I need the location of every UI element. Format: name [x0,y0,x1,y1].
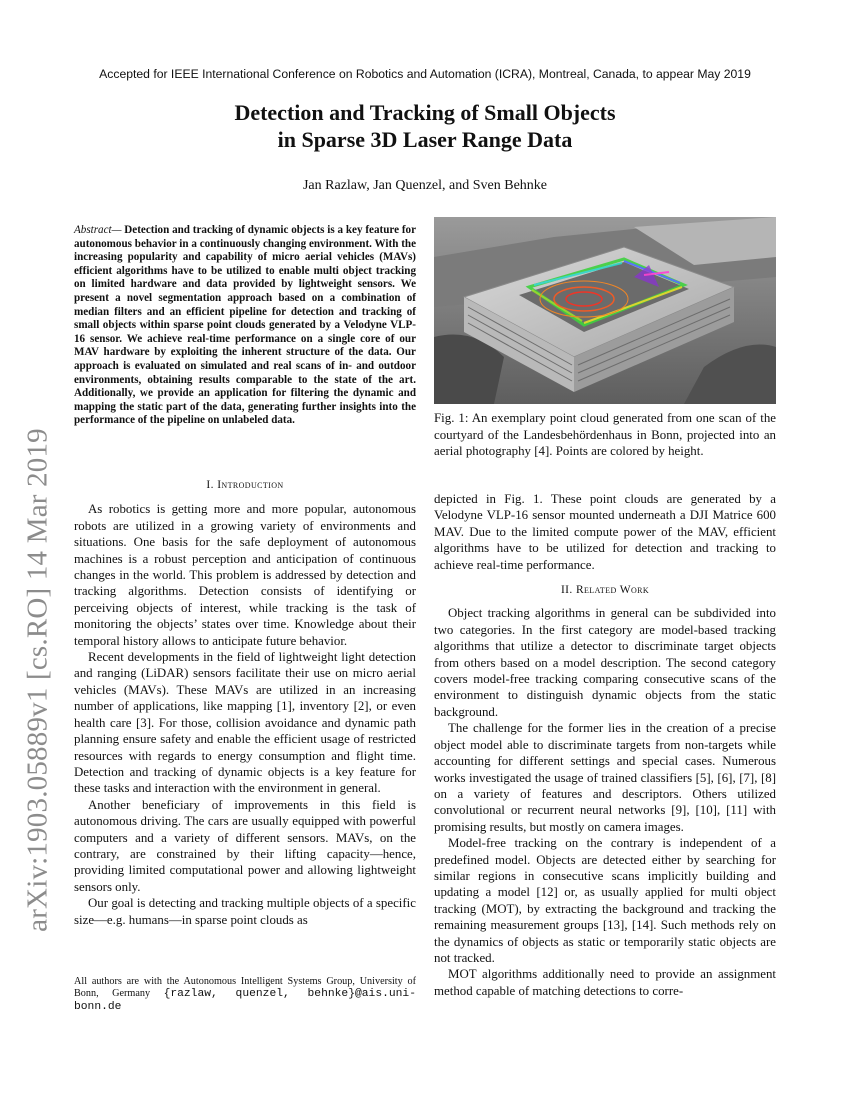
abstract-body: Detection and tracking of dynamic objects is a key feature for autonomous behavior in a continuously changing environment. With the increasing popularity and capability of micro aerial vehicles (MAVs) efficient algorithms have to be utilized to enable multi object tracking on limited hardware and data provided by lightweight sensors. We present a novel segmentation approach based on a combination of median filters and an efficient pipeline for detection and tracking of small objects within sparse point clouds generated by a Velodyne VLP-16 sensor. We achieve real-time performance on a single core of our MAV hardware by exploiting the inherent structure of the data. Our approach is evaluated on simulated and real scans of in- and outdoor environments, obtaining results comparable to the state of the art. Additionally, we provide an application for filtering the dynamic and mapping the static part of the data, generating further insights into the performance of the pipeline on unlabeled data. [74,224,416,427]
section-title: Introduction [217,479,284,491]
abstract-dash: — [111,224,125,236]
footnote-emails: {razlaw, quenzel, behnke}@ais.uni-bonn.de [74,988,416,1013]
abstract-lead: Abstract [74,224,112,236]
paragraph: The challenge for the former lies in the creation of a precise object model able to discriminate targets from non-targets while accounting for different settings and special cases. Numerous works investigated the usage of trained classifiers [5], [6], [7], [8] on a variety of features and descriptors. Others utilized convolutional or recurrent neural networks [9], [10], [11] with promising results, but mostly on camera images. [434,721,776,834]
section-number: I. [206,479,218,491]
paragraph: Our goal is detecting and tracking multiple objects of a specific size—e.g. humans—in sparse point clouds as [74,896,416,927]
title-line-1: Detection and Tracking of Small Objects [234,100,616,125]
paragraph: Model-free tracking on the contrary is independent of a predefined model. Objects are detected either by searching for similar regions in consecutive scans implicitly building and updating a model [12] or, as usually applied for multi object tracking (MOT), by extracting the background and tracking the remaining measurement groups [13], [14]. Such methods rely on the dynamics of objects as static or temporarily static objects are not tracked. [434,836,776,965]
aerial-photo-illustration [434,217,776,404]
section-heading-related-work [434,582,776,598]
paper-title [0,99,850,153]
section-heading-introduction [74,477,416,493]
author-affiliation-footnote [74,976,416,1013]
author-list: Jan Razlaw, Jan Quenzel, and Sven Behnke [302,178,547,193]
paragraph: As robotics is getting more and more popular, autonomous robots are utilized in a growing variety of environments and situations. One basis for the safe deployment of autonomous machines is a robust perception and anticipation of continuous changes in the world. This problem is addressed by detection and tracking algorithms. Detection consists of identifying or perceiving objects of interest, while tracking is the task of monitoring the objects’ states over time. Knowledge about their temporal history allows to anticipate future behavior. [74,502,416,648]
introduction-section [74,477,416,928]
figure-1-image [434,217,776,404]
conference-note: Accepted for IEEE International Conference on Robotics and Automation (ICRA), Montreal, Canada, to appear May 2019 [99,67,751,81]
footnote-text: All authors are with the Autonomous Intelligent Systems Group, University of Bonn, Germany [74,976,416,1000]
paragraph: Recent developments in the field of lightweight light detection and ranging (LiDAR) sensors facilitate their use on micro aerial vehicles (MAVs). These MAVs are utilized in an increasing number of applications, like mapping [1], inventory [2], or even health care [3]. For those, collision avoidance and dynamic path planning ensure safety and enable the efficient usage of restricted resources with regards to energy consumption and flight time. Detection and tracking of dynamic objects is a key feature for these tasks and interaction with the environment in general. [74,650,416,796]
title-line-2: in Sparse 3D Laser Range Data [277,127,573,152]
intro-continuation: depicted in Fig. 1. These point clouds are generated by a Velodyne VLP-16 sensor mounted underneath a DJI Matrice 600 MAV. Due to the limited compute power of the MAV, efficient algorithms have to be utilized for detection and tracking to achieve real-time performance. [434,492,776,572]
arxiv-stamp-text: arXiv:1903.05889v1 [cs.RO] 14 Mar 2019 [21,428,54,932]
section-title: Related Work [575,584,650,597]
paragraph: MOT algorithms additionally need to provide an assignment method capable of matching detections to corre- [434,967,776,998]
section-number: II. [560,584,576,597]
right-column-body [434,491,776,999]
figure-1-caption: Fig. 1: An exemplary point cloud generated from one scan of the courtyard of the Landesbehördenhaus in Bonn, projected into an aerial photography [4]. Points are colored by height. [434,411,776,458]
paragraph: Another beneficiary of improvements in this field is autonomous driving. The cars are usually equipped with powerful computers and a variety of different sensors. MAVs, on the contrary, are constrained by their lifting capacity—hence, providing limited computational power and allowing lightweight sensors only. [74,797,416,894]
paragraph: Object tracking algorithms in general can be subdivided into two categories. In the first category are model-based tracking algorithms that utilize a detector to discriminate target objects from others based on a model description. The second category covers model-free tracking comparing consecutive scans of the environment to distinguish dynamic objects from the static background. [434,606,776,719]
abstract [74,224,416,428]
